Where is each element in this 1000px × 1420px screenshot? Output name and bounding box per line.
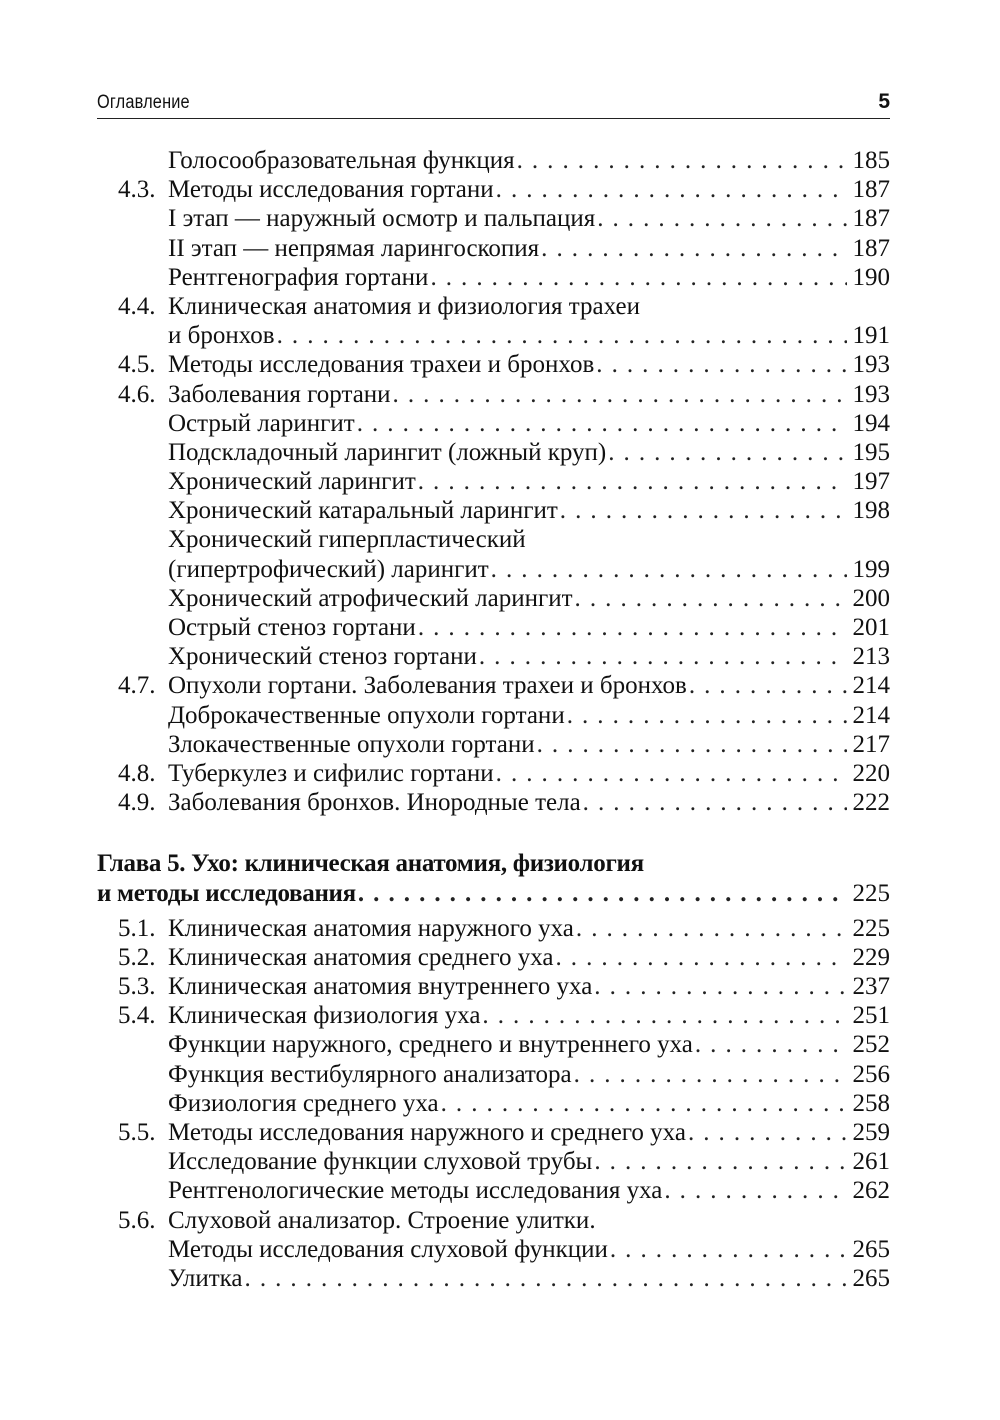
dot-leader (664, 1176, 846, 1205)
running-header (97, 86, 890, 119)
dot-leader (418, 467, 847, 496)
toc-entry-number: 5.4. (118, 1002, 156, 1030)
toc-entry[interactable] (97, 1235, 890, 1264)
toc-entry-page: 265 (847, 1235, 891, 1264)
toc-entry[interactable] (97, 642, 890, 671)
dot-leader (541, 234, 846, 263)
toc-entry-title: Хронический атрофический ларингит (168, 584, 573, 612)
toc-entry[interactable] (97, 1176, 890, 1205)
toc-entry-title: Доброкачественные опухоли гортани (168, 701, 565, 729)
dot-leader (556, 943, 847, 972)
toc-entry-page: 261 (847, 1147, 891, 1176)
dot-leader (441, 1089, 847, 1118)
toc-entry-title: Методы исследования слуховой функции (168, 1235, 608, 1263)
toc-entry-page: 199 (847, 555, 891, 584)
toc-entry-page: 187 (847, 234, 891, 263)
toc-entry[interactable] (97, 943, 890, 972)
toc-entry-page: 190 (847, 263, 891, 292)
chapter-title-text: Глава 5. Ухо: клиническая анатомия, физиология (97, 850, 644, 878)
toc-entry-page: 201 (847, 613, 891, 642)
toc-entry[interactable] (97, 1030, 890, 1059)
toc-entry-title: Методы исследования наружного и среднего уха (168, 1119, 686, 1146)
toc-entry-title: Злокачественные опухоли гортани (168, 730, 535, 758)
toc-entry-number: 4.6. (118, 380, 156, 408)
toc-entry-number: 5.1. (118, 914, 156, 942)
toc-entry-title: Подскладочный ларингит (ложный круп) (168, 438, 607, 466)
toc-entry-number: 5.3. (118, 973, 156, 1001)
toc-entry-page: 198 (847, 496, 891, 525)
toc-entry-title: Хронический ларингит (168, 468, 416, 496)
toc-entry-title: Физиология среднего уха (168, 1089, 439, 1117)
toc-entry[interactable] (97, 467, 890, 496)
toc-entry-title: Клиническая анатомия и физиология трахеи (168, 292, 640, 320)
toc-entry[interactable] (97, 1118, 890, 1147)
toc-entry-title: Рентгенография гортани (168, 263, 429, 291)
dot-leader (418, 613, 847, 642)
toc-entry-title: (гипертрофический) ларингит (168, 555, 489, 583)
toc-entry-title: Методы исследования трахеи и бронхов (168, 351, 595, 379)
toc-entry-page: 259 (847, 1118, 891, 1147)
toc-entry-page: 251 (847, 1001, 891, 1030)
toc-entry[interactable] (97, 380, 890, 409)
toc-section-chapter5 (97, 914, 890, 1293)
dot-leader (479, 642, 847, 671)
toc-entry-number: 5.6. (118, 1206, 156, 1234)
toc-entry-title: Опухоли гортани. Заболевания трахеи и бронхов (168, 672, 687, 700)
toc-entry-number: 4.3. (118, 176, 156, 204)
dot-leader (482, 1001, 846, 1030)
toc-entry-number: 4.7. (118, 672, 156, 700)
dot-leader (583, 788, 847, 817)
dot-leader (277, 321, 847, 350)
toc-entry-page: 225 (847, 914, 891, 943)
toc-entry-number: 4.9. (118, 789, 156, 817)
toc-entry-page: 256 (847, 1060, 891, 1089)
toc-entry-page: 220 (847, 759, 891, 788)
toc-entry-title: I этап — наружный осмотр и пальпация (168, 205, 596, 233)
dot-leader (430, 263, 846, 292)
dot-leader (608, 438, 846, 467)
toc-entry[interactable] (97, 146, 890, 175)
toc-entry[interactable] (97, 204, 890, 233)
toc-entry-page: 213 (847, 642, 891, 671)
toc-entry-page: 194 (847, 409, 891, 438)
toc-section-chapter4 (97, 146, 890, 817)
toc-chapter-heading[interactable] (97, 849, 890, 907)
dot-leader (594, 972, 846, 1001)
dot-leader (576, 914, 847, 943)
toc-entry-page: 187 (847, 204, 891, 233)
toc-entry-title: Хронический стеноз гортани (168, 643, 477, 671)
toc-entry-title: Туберкулез и сифилис гортани (168, 759, 494, 787)
toc-entry[interactable] (97, 914, 890, 943)
toc-entry[interactable] (97, 525, 890, 554)
toc-entry-page: 191 (847, 321, 891, 350)
toc-entry[interactable] (97, 409, 890, 438)
dot-leader (594, 1147, 846, 1176)
toc-entry-page: 222 (847, 788, 891, 817)
toc-entry-title: Клиническая анатомия внутреннего уха (168, 973, 593, 1001)
toc-entry-title: Методы исследования гортани (168, 176, 494, 204)
toc-entry-title: Заболевания гортани (168, 380, 391, 408)
toc-entry-title: Слуховой анализатор. Строение улитки. (168, 1206, 596, 1234)
toc-entry[interactable] (97, 1089, 890, 1118)
dot-leader (393, 380, 847, 409)
dot-leader (537, 730, 847, 759)
toc-entry-page: 229 (847, 943, 891, 972)
toc-entry-title: Функция вестибулярного анализатора (168, 1060, 572, 1088)
toc-entry[interactable] (97, 1001, 890, 1030)
toc-entry[interactable] (97, 613, 890, 642)
toc-entry-number: 4.4. (118, 292, 156, 320)
dot-leader (688, 1118, 847, 1147)
running-header-title: Оглавление (97, 92, 190, 113)
toc-entry-title: Функции наружного, среднего и внутреннего уха (168, 1031, 693, 1059)
toc-entry-page: 237 (847, 972, 891, 1001)
dot-leader (357, 409, 847, 438)
toc-entry-page: 214 (847, 701, 891, 730)
toc-entry-number: 5.5. (118, 1119, 156, 1146)
toc-entry-title: Рентгенологические методы исследования уха (168, 1177, 663, 1205)
toc-entry[interactable] (97, 788, 890, 817)
dot-leader (610, 1235, 847, 1264)
toc-entry[interactable] (97, 350, 890, 379)
toc-entry[interactable] (97, 263, 890, 292)
toc-entry[interactable] (97, 555, 890, 584)
toc-entry-title: и бронхов (168, 322, 275, 350)
page-number: 5 (878, 90, 890, 113)
dot-leader (517, 146, 847, 175)
dot-leader (496, 759, 847, 788)
toc-entry-number: 5.2. (118, 943, 156, 971)
toc-entry[interactable] (97, 759, 890, 788)
toc-entry-title: Улитка (168, 1264, 243, 1292)
toc-entry[interactable] (97, 1206, 890, 1235)
dot-leader (358, 879, 847, 908)
dot-leader (597, 204, 846, 233)
dot-leader (245, 1264, 847, 1293)
toc-entry-title: Хронический гиперпластический (168, 526, 526, 554)
toc-entry-title: Исследование функции слуховой трубы (168, 1148, 593, 1176)
toc-entry[interactable] (97, 234, 890, 263)
table-of-contents (97, 146, 890, 1293)
chapter-page-number: 225 (847, 879, 891, 908)
toc-entry[interactable] (97, 730, 890, 759)
toc-entry-title: Острый стеноз гортани (168, 614, 416, 641)
toc-entry-title: Клиническая анатомия наружного уха (168, 914, 574, 942)
toc-entry[interactable] (97, 1264, 890, 1293)
dot-leader (496, 175, 847, 204)
toc-entry-page: 217 (847, 730, 891, 759)
dot-leader (560, 496, 847, 525)
toc-entry-page: 193 (847, 380, 891, 409)
toc-entry-number: 4.8. (118, 759, 156, 787)
section-gap (97, 817, 890, 849)
dot-leader (567, 701, 847, 730)
toc-entry-page: 214 (847, 671, 891, 700)
toc-entry-page: 187 (847, 175, 891, 204)
toc-entry-page: 258 (847, 1089, 891, 1118)
toc-entry-page: 193 (847, 350, 891, 379)
toc-entry-title: Заболевания бронхов. Инородные тела (168, 789, 581, 817)
toc-entry[interactable] (97, 292, 890, 321)
dot-leader (596, 350, 846, 379)
toc-entry-page: 252 (847, 1030, 891, 1059)
toc-entry-page: 197 (847, 467, 891, 496)
toc-entry[interactable] (97, 701, 890, 730)
toc-entry[interactable] (97, 175, 890, 204)
dot-leader (575, 584, 847, 613)
dot-leader (695, 1030, 847, 1059)
toc-entry[interactable] (97, 584, 890, 613)
toc-entry-title: Клиническая физиология уха (168, 1002, 481, 1030)
dot-leader (491, 555, 847, 584)
toc-entry[interactable] (97, 1060, 890, 1089)
dot-leader (689, 671, 847, 700)
toc-entry-title: II этап — непрямая ларингоскопия (168, 234, 540, 262)
toc-entry-page: 185 (847, 146, 891, 175)
toc-entry-title: Острый ларингит (168, 409, 355, 437)
dot-leader (574, 1060, 847, 1089)
toc-entry[interactable] (97, 321, 890, 350)
toc-entry-number: 4.5. (118, 351, 156, 379)
toc-entry-title: Клиническая анатомия среднего уха (168, 943, 554, 971)
toc-entry[interactable] (97, 972, 890, 1001)
toc-entry-page: 262 (847, 1176, 891, 1205)
toc-entry-title: Хронический катаральный ларингит (168, 497, 558, 525)
chapter-title-line1 (97, 849, 890, 878)
toc-entry[interactable] (97, 496, 890, 525)
toc-entry[interactable] (97, 438, 890, 467)
chapter-title-line2 (97, 879, 890, 908)
toc-entry-page: 195 (847, 438, 891, 467)
toc-entry[interactable] (97, 671, 890, 700)
toc-entry-title: Голосообразовательная функция (168, 147, 515, 174)
toc-entry-page: 265 (847, 1264, 891, 1293)
chapter-title-text: и методы исследования (97, 879, 356, 907)
toc-entry[interactable] (97, 1147, 890, 1176)
toc-entry-page: 200 (847, 584, 891, 613)
